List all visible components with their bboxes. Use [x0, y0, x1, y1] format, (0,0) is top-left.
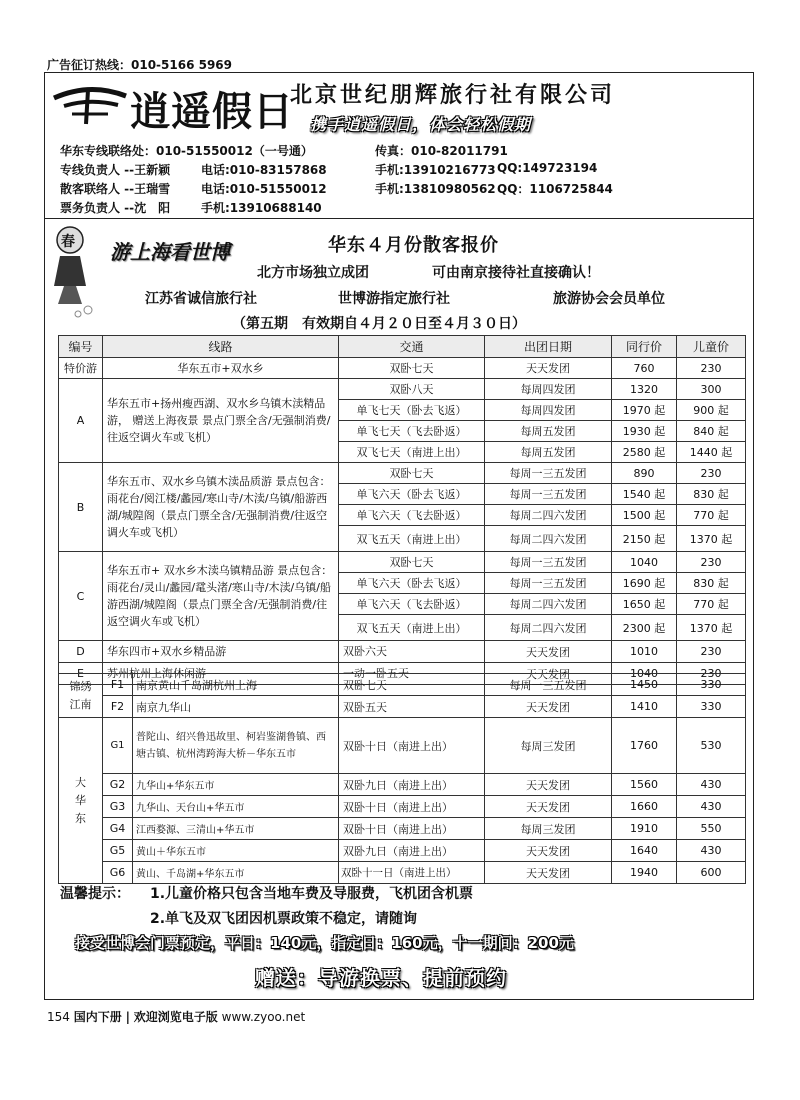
cell-transport: 一动一卧五天 — [339, 663, 485, 685]
cell-code: G3 — [103, 796, 133, 818]
cell-code: 特价游 — [59, 358, 103, 379]
cell-transport: 双卧八天 — [339, 379, 485, 400]
cell-departure: 天天发团 — [485, 696, 612, 718]
cell-child-price: 330 — [677, 696, 746, 718]
cell-transport: 单飞六天（卧去飞返） — [339, 484, 485, 505]
cell-route: 黄山、千岛湖+华东五市 — [133, 862, 339, 884]
cell-code: D — [59, 641, 103, 663]
cell-route: 华东五市+ 双水乡木渎乌镇精品游 景点包含：雨花台/灵山/蠡园/鼋头渚/寒山寺/木渎/乌镇/船游西湖/城隍阁（景点门票全含/无强制消费/往返空调火车或飞机） — [103, 552, 339, 641]
cell-route: 华东四市+双水乡精品游 — [103, 641, 339, 663]
cell-route: 苏州杭州上海休闲游 — [103, 663, 339, 685]
cell-code: A — [59, 379, 103, 463]
member-label: 江苏省诚信旅行社 — [145, 291, 257, 307]
cell-departure: 天天发团 — [485, 796, 612, 818]
cell-price: 1040 — [612, 663, 677, 685]
cell-departure: 每周二四六发团 — [485, 615, 612, 641]
slogan: 携手逍遥假日，体会轻松假期 — [310, 115, 532, 134]
cell-transport: 双卧十日（南进上出） — [339, 796, 485, 818]
cell-departure: 每周一三五发团 — [485, 674, 612, 696]
cell-price: 1540 起 — [612, 484, 677, 505]
contact-mobile: 手机:13810980562 — [375, 182, 496, 196]
cell-price: 1640 — [612, 840, 677, 862]
cell-code: G2 — [103, 774, 133, 796]
tip-item: 1.儿童价格只包含当地车费及导服费，飞机团含机票 — [150, 886, 474, 902]
logo-text: 逍遥假日 — [130, 88, 294, 135]
cell-route: 九华山+华东五市 — [133, 774, 339, 796]
cell-price: 2300 起 — [612, 615, 677, 641]
cell-departure: 每周五发团 — [485, 442, 612, 463]
cell-transport: 双飞五天（南进上出） — [339, 526, 485, 552]
cell-departure: 每周一三五发团 — [485, 484, 612, 505]
cell-transport: 双卧九日（南进上出） — [339, 840, 485, 862]
cell-transport: 单飞六天（飞去卧返） — [339, 505, 485, 526]
logo-emblem-icon — [50, 78, 130, 128]
cell-child-price: 430 — [677, 774, 746, 796]
col-header: 出团日期 — [485, 336, 612, 358]
cell-price: 760 — [612, 358, 677, 379]
cell-child-price: 230 — [677, 663, 746, 685]
table-row — [59, 796, 746, 818]
cell-child-price: 900 起 — [677, 400, 746, 421]
cell-transport: 单飞六天（卧去飞返） — [339, 573, 485, 594]
table-row — [59, 774, 746, 796]
contact-role: 散客联络人 --王瑞雪 — [60, 182, 171, 196]
cell-price: 1660 — [612, 796, 677, 818]
table-row — [59, 840, 746, 862]
table-row — [59, 818, 746, 840]
cell-transport: 双飞五天（南进上出） — [339, 615, 485, 641]
tip-item: 2.单飞及双飞团因机票政策不稳定，请随询 — [150, 911, 418, 927]
contact-qq: QQ：1106725844 — [497, 182, 613, 196]
contact-phone: 电话:010-83157868 — [201, 163, 327, 177]
route-price-table-lower — [58, 673, 746, 884]
cell-code: B — [59, 463, 103, 552]
cell-child-price: 830 起 — [677, 573, 746, 594]
cell-transport: 双卧五天 — [339, 696, 485, 718]
cell-departure: 每周四发团 — [485, 400, 612, 421]
cell-transport: 双卧十日（南进上出） — [339, 718, 485, 774]
cell-price: 1760 — [612, 718, 677, 774]
cell-departure: 每周三发团 — [485, 818, 612, 840]
cell-price: 2580 起 — [612, 442, 677, 463]
cell-child-price: 230 — [677, 463, 746, 484]
cell-code: G4 — [103, 818, 133, 840]
table-row — [59, 463, 746, 484]
cell-transport: 双飞七天（南进上出） — [339, 442, 485, 463]
contact-qq: QQ:149723194 — [497, 161, 598, 175]
contact-role: 专线负责人 --王新颖 — [60, 163, 171, 177]
col-header: 同行价 — [612, 336, 677, 358]
cell-price: 2150 起 — [612, 526, 677, 552]
cell-code: F1 — [103, 674, 133, 696]
gift-note: 赠送：导游换票、提前预约 — [255, 966, 507, 990]
page-number: 154 — [47, 1010, 70, 1024]
cell-code: G1 — [103, 718, 133, 774]
validity-period: （第五期 有效期自４月２０日至４月３０日） — [232, 316, 526, 332]
table-row — [59, 862, 746, 884]
price-title: 华东４月份散客报价 — [328, 235, 499, 256]
cell-price: 1930 起 — [612, 421, 677, 442]
cell-price: 890 — [612, 463, 677, 484]
cell-departure: 每周一三五发团 — [485, 552, 612, 573]
cell-child-price: 530 — [677, 718, 746, 774]
cell-child-price: 230 — [677, 552, 746, 573]
cell-child-price: 430 — [677, 840, 746, 862]
cell-departure: 每周二四六发团 — [485, 526, 612, 552]
contact-phone: 电话:010-51550012 — [201, 182, 327, 196]
cell-departure: 每周二四六发团 — [485, 505, 612, 526]
cell-code: G6 — [103, 862, 133, 884]
cell-departure: 每周三发团 — [485, 718, 612, 774]
col-header: 交通 — [339, 336, 485, 358]
cell-child-price: 330 — [677, 674, 746, 696]
cell-route: 江西婺源、三清山+华五市 — [133, 818, 339, 840]
cell-departure: 天天发团 — [485, 641, 612, 663]
cell-departure: 天天发团 — [485, 862, 612, 884]
cell-transport: 双卧六天 — [339, 641, 485, 663]
tips-label: 温馨提示： — [60, 886, 130, 902]
cell-departure: 每周五发团 — [485, 421, 612, 442]
cell-code: F2 — [103, 696, 133, 718]
contact-mobile: 手机:13910216773 — [375, 163, 496, 177]
member-label: 旅游协会会员单位 — [553, 291, 665, 307]
header-divider — [44, 218, 754, 219]
cell-route: 九华山、天台山+华五市 — [133, 796, 339, 818]
cell-child-price: 230 — [677, 641, 746, 663]
cell-child-price: 770 起 — [677, 594, 746, 615]
cell-departure: 天天发团 — [485, 774, 612, 796]
table-row — [59, 696, 746, 718]
north-market: 北方市场独立成团 — [257, 265, 369, 281]
contact-role: 票务负责人 --沈 阳 — [60, 201, 171, 215]
cell-transport: 双卧十一日（南进上出） — [339, 862, 485, 884]
cell-route: 普陀山、绍兴鲁迅故里、柯岩鉴湖鲁镇、西塘古镇、杭州湾跨海大桥－华东五市 — [133, 718, 339, 774]
cell-transport: 单飞六天（飞去卧返） — [339, 594, 485, 615]
banner-title: 游上海看世博 — [110, 240, 230, 264]
cell-route: 南京黄山千岛湖杭州上海 — [133, 674, 339, 696]
footer-welcome: 欢迎浏览电子版 — [133, 1010, 218, 1024]
cell-departure: 天天发团 — [485, 840, 612, 862]
cell-code: E — [59, 663, 103, 685]
cell-price: 1690 起 — [612, 573, 677, 594]
table-row — [59, 641, 746, 663]
cell-region: 锦绣江南 — [59, 674, 103, 718]
cell-child-price: 1370 起 — [677, 615, 746, 641]
cell-price: 1450 — [612, 674, 677, 696]
cell-child-price: 300 — [677, 379, 746, 400]
footer — [47, 1008, 305, 1025]
cell-transport: 单飞七天（卧去飞返） — [339, 400, 485, 421]
cell-departure: 每周二四六发团 — [485, 594, 612, 615]
cell-child-price: 230 — [677, 358, 746, 379]
cell-price: 1650 起 — [612, 594, 677, 615]
footer-section: 国内下册 — [73, 1010, 122, 1024]
table-row — [59, 552, 746, 573]
cell-transport: 双卧十日（南进上出） — [339, 818, 485, 840]
cell-departure: 每周一三五发团 — [485, 573, 612, 594]
cell-transport: 双卧七天 — [339, 674, 485, 696]
table-row — [59, 379, 746, 400]
cell-region: 大华东 — [59, 718, 103, 884]
main-line: 华东专线联络处：010-51550012（一号通） — [60, 144, 313, 158]
cell-child-price: 1370 起 — [677, 526, 746, 552]
col-header: 线路 — [103, 336, 339, 358]
cell-price: 1940 — [612, 862, 677, 884]
contact-phone: 手机:13910688140 — [201, 201, 322, 215]
member-label: 世博游指定旅行社 — [338, 291, 450, 307]
cell-transport: 双卧七天 — [339, 552, 485, 573]
cell-price: 1040 — [612, 552, 677, 573]
cell-price: 1500 起 — [612, 505, 677, 526]
fax: 传真：010-82011791 — [375, 144, 508, 158]
footer-url[interactable]: www.zyoo.net — [221, 1010, 306, 1024]
col-header: 儿童价 — [677, 336, 746, 358]
col-header: 编号 — [59, 336, 103, 358]
cell-route: 华东五市、双水乡乌镇木渎品质游 景点包含：雨花台/阅江楼/蠡园/寒山寺/木渎/乌镇/船游西湖/城隍阁（景点门票全含/无强制消费/往返空调火车或飞机） — [103, 463, 339, 552]
cell-price: 1410 — [612, 696, 677, 718]
cell-child-price: 770 起 — [677, 505, 746, 526]
cell-child-price: 550 — [677, 818, 746, 840]
cell-code: G5 — [103, 840, 133, 862]
cell-child-price: 430 — [677, 796, 746, 818]
banner-tag: 春 — [61, 234, 75, 250]
expo-ticket-note: 接受世博会门票预定，平日：140元，指定日：160元，十一期间：200元 — [75, 934, 574, 952]
cell-code: C — [59, 552, 103, 641]
cell-child-price: 600 — [677, 862, 746, 884]
cell-child-price: 840 起 — [677, 421, 746, 442]
cell-transport: 双卧七天 — [339, 463, 485, 484]
cell-price: 1320 — [612, 379, 677, 400]
table-row — [59, 674, 746, 696]
cell-price: 1970 起 — [612, 400, 677, 421]
table-row — [59, 358, 746, 379]
cell-departure: 天天发团 — [485, 358, 612, 379]
cell-departure: 每周四发团 — [485, 379, 612, 400]
cell-departure: 天天发团 — [485, 663, 612, 685]
company-name: 北京世纪朋辉旅行社有限公司 — [290, 83, 616, 108]
cell-departure: 每周一三五发团 — [485, 463, 612, 484]
nanjing-confirm: 可由南京接待社直接确认！ — [432, 265, 600, 281]
cell-child-price: 830 起 — [677, 484, 746, 505]
ad-hotline: 广告征订热线：010-5166 5969 — [47, 58, 233, 72]
spring-lantern-icon — [52, 226, 98, 320]
cell-transport: 单飞七天（飞去卧返） — [339, 421, 485, 442]
cell-route: 华东五市+双水乡 — [103, 358, 339, 379]
cell-transport: 双卧九日（南进上出） — [339, 774, 485, 796]
cell-transport: 双卧七天 — [339, 358, 485, 379]
cell-child-price: 1440 起 — [677, 442, 746, 463]
cell-price: 1010 — [612, 641, 677, 663]
cell-route: 华东五市+扬州瘦西湖、双水乡乌镇木渎精品游， 赠送上海夜景 景点门票全含/无强制消费/往返空调火车或飞机） — [103, 379, 339, 463]
route-price-table — [58, 335, 746, 685]
cell-route: 南京九华山 — [133, 696, 339, 718]
cell-price: 1910 — [612, 818, 677, 840]
cell-price: 1560 — [612, 774, 677, 796]
footer-divider: | — [125, 1010, 130, 1024]
cell-route: 黄山＋华东五市 — [133, 840, 339, 862]
table-row — [59, 718, 746, 774]
table-header-row — [59, 336, 746, 358]
